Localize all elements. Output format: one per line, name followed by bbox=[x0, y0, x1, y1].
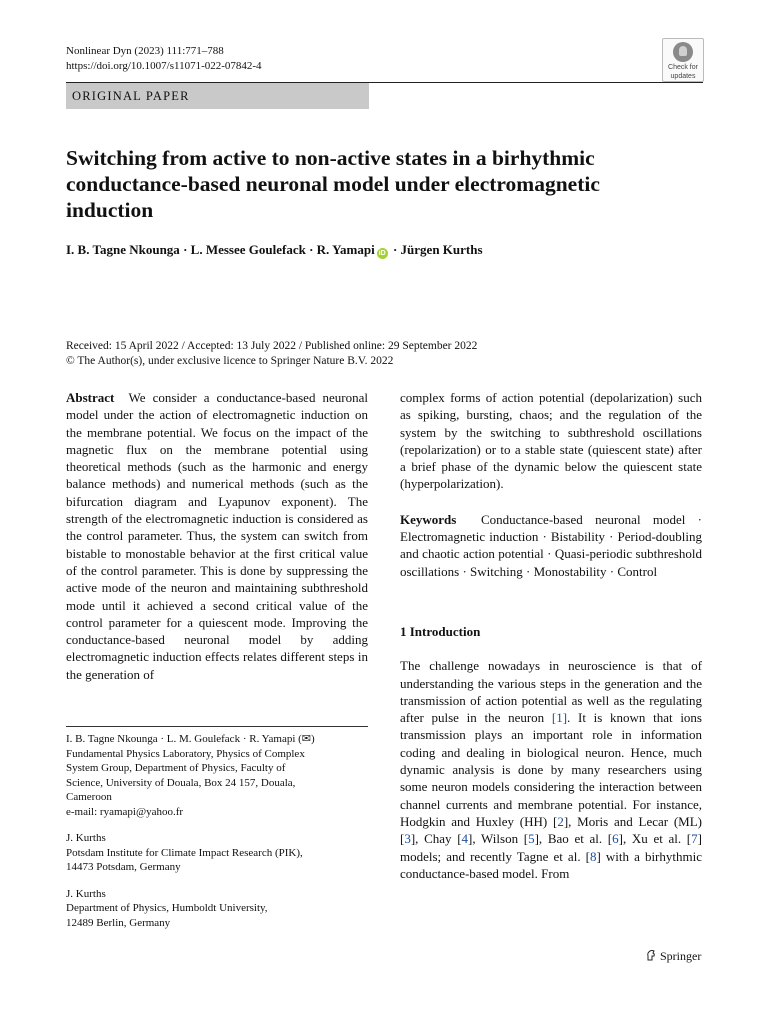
intro-text: ] with a birhythmic conductance-based model. From bbox=[400, 848, 702, 881]
affiliation-line: Department of Physics, Humboldt University, bbox=[66, 902, 268, 914]
intro-text: ], Xu et al. [ bbox=[618, 831, 692, 847]
introduction-paragraph bbox=[400, 657, 702, 882]
affiliation-block bbox=[66, 732, 368, 819]
abstract-text: We consider a conductance-based neuronal model under the action of electromagnetic induction on the membrane potential. We focus on the impact of the magnetic flux on the membrane potential using theoretical methods (such as the harmonic and energy balance methods) and numerical methods (such as the bifurcation diagram and Lyapunov exponent). The strength of the electromagnetic induction is considered as the control parameter. Thus, the system can switch from bistable to monostable behavior at the first critical value of the control parameter. This is done by suppressing the active mode of the neuron and maintaining subthreshold mode until it achieved a second critical value of the control parameter for a quiescent mode. Improving the conductance-based neuronal model by adding electromagnetic induction effects relates different steps in the generation of bbox=[66, 390, 368, 682]
intro-text: . It is known that ions transmission plays an important role in information coding and dealing in biological neuron. Hence, much dynamic analysis is done by many researchers using some neuron models considering the interaction between channel currents and membrane potential. For instance, Hodgkin and Huxley (HH) [ bbox=[400, 710, 702, 829]
intro-text: ], Chay [ bbox=[410, 831, 462, 847]
affiliation-authors: J. Kurths bbox=[66, 832, 106, 844]
citation-link[interactable]: 3 bbox=[404, 831, 411, 847]
intro-text: The challenge nowadays in neuroscience is that of understanding the various steps in the generation and the transmission of action potential as well as the regulating after pulse in the neuron bbox=[400, 658, 702, 726]
author-name: Jürgen Kurths bbox=[400, 242, 483, 257]
section-label: ORIGINAL PAPER bbox=[66, 83, 369, 109]
intro-text: ], Moris and Lecar (ML) [ bbox=[400, 813, 702, 847]
copyright-line: © The Author(s), under exclusive licence to Springer Nature B.V. 2022 bbox=[66, 355, 394, 367]
affiliation-line: 14473 Potsdam, Germany bbox=[66, 861, 181, 873]
affiliation-line: Cameroon bbox=[66, 791, 112, 803]
affiliation-block bbox=[66, 831, 368, 875]
keywords bbox=[400, 511, 702, 580]
springer-horse-icon bbox=[645, 949, 657, 961]
citation-link[interactable]: 2 bbox=[557, 813, 564, 829]
intro-text: ], Bao et al. [ bbox=[534, 831, 613, 847]
orcid-icon[interactable]: iD bbox=[378, 250, 386, 257]
affiliation-line: Science, University of Douala, Box 24 157, Douala, bbox=[66, 776, 296, 789]
section-heading-introduction: 1 Introduction bbox=[400, 623, 481, 639]
citation-link[interactable]: 4 bbox=[461, 831, 469, 847]
affiliation-line: System Group, Department of Physics, Faculty of bbox=[66, 762, 286, 774]
updates-label: updates bbox=[670, 73, 696, 80]
affiliation-block bbox=[66, 887, 368, 931]
affiliation-authors: J. Kurths bbox=[66, 887, 106, 900]
publisher-name: Springer bbox=[660, 949, 702, 963]
author-name: I. B. Tagne Nkounga bbox=[66, 242, 180, 257]
keywords-heading: Keywords bbox=[400, 511, 457, 527]
right-column bbox=[400, 389, 702, 882]
intro-text: ], Wilson [ bbox=[468, 831, 529, 847]
journal-citation bbox=[66, 44, 262, 74]
abstract-heading: Abstract bbox=[66, 390, 115, 405]
author-name: L. Messee Goulefack bbox=[190, 242, 306, 257]
history-dates: Received: 15 April 2022 / Accepted: 13 July 2022 / Published online: 29 September 2022 bbox=[66, 340, 478, 352]
affiliation-line: Fundamental Physics Laboratory, Physics of Complex bbox=[66, 747, 305, 760]
journal-issue: Nonlinear Dyn (2023) 111:771–788 bbox=[66, 45, 224, 57]
author-separator: · bbox=[179, 242, 191, 257]
citation-link[interactable]: [1] bbox=[551, 710, 568, 726]
intro-text: ] models; and recently Tagne et al. [ bbox=[400, 831, 702, 864]
check-for-label: Check for bbox=[668, 64, 698, 71]
author-separator: · bbox=[389, 242, 401, 257]
abstract-continuation: complex forms of action potential (depolarization) such as spiking, bursting, chaos; and the regulation of the system by the switching to subthreshold oscillations (repolarization) or to a stable state (quiescent state) after a brief phase of the dynamic below the quiescent state (hyperpolarization). bbox=[400, 390, 702, 492]
paper-title: Switching from active to non-active states in a birhythmic conductance-based neuronal model under electromagnetic induction bbox=[66, 146, 600, 222]
publication-dates bbox=[66, 339, 477, 369]
affiliation-authors: I. B. Tagne Nkounga · L. M. Goulefack · R. Yamapi (✉) bbox=[66, 733, 315, 745]
affiliation-line: 12489 Berlin, Germany bbox=[66, 916, 171, 929]
left-column bbox=[66, 389, 368, 683]
email-link[interactable]: e-mail: ryamapi@yahoo.fr bbox=[66, 805, 184, 818]
abstract bbox=[66, 389, 368, 683]
author-separator: · bbox=[305, 242, 317, 257]
citation-link[interactable]: 8 bbox=[589, 848, 597, 864]
publisher-logo bbox=[645, 949, 701, 964]
keywords-text: Conductance-based neuronal model · Electromagnetic induction · Bistability · Period-doubling and chaotic action potential · Quasi-periodic subthreshold oscillations · Switching · Monostability · Control bbox=[400, 511, 702, 579]
citation-link[interactable]: 5 bbox=[528, 831, 535, 847]
affiliations bbox=[66, 732, 368, 942]
author-list bbox=[66, 242, 483, 259]
bookmark-icon bbox=[673, 42, 693, 62]
citation-link[interactable]: 7 bbox=[691, 831, 698, 847]
affiliation-line: Potsdam Institute for Climate Impact Research (PIK), bbox=[66, 846, 303, 859]
check-for-updates-badge[interactable] bbox=[662, 38, 704, 82]
footnote-rule bbox=[66, 726, 368, 727]
citation-link[interactable]: 6 bbox=[612, 831, 619, 847]
author-name: R. Yamapi bbox=[316, 242, 375, 257]
doi-link[interactable]: https://doi.org/10.1007/s11071-022-07842-4 bbox=[66, 60, 262, 72]
